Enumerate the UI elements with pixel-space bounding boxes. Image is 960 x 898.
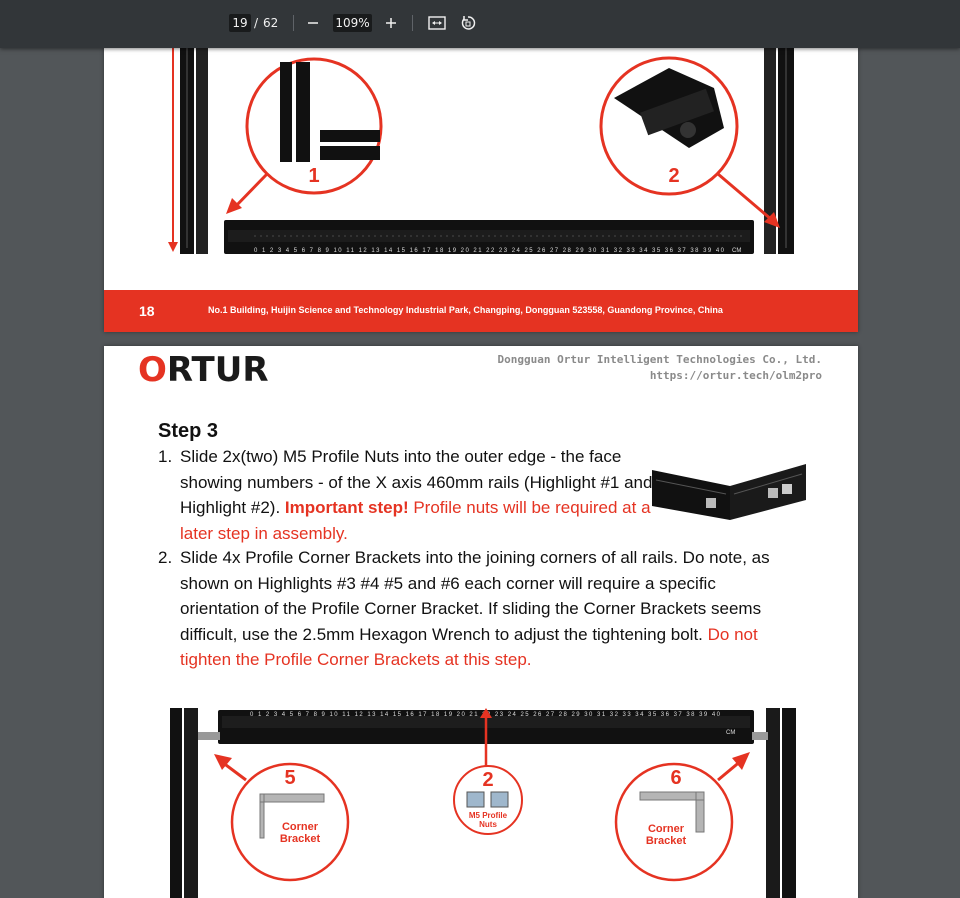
- footer-page-number: 18: [139, 303, 155, 319]
- callout-2-label: 2: [668, 165, 680, 187]
- company-name: Dongguan Ortur Intelligent Technologies Co., Ltd.: [497, 353, 822, 366]
- rotate-icon: [460, 15, 476, 31]
- ruler-unit: CM: [732, 248, 742, 254]
- page-total: 62: [263, 16, 279, 30]
- zoom-in-button[interactable]: [380, 12, 402, 34]
- page-separator: /: [254, 16, 259, 30]
- toolbar-divider: [412, 15, 413, 31]
- callout-2b-label-2: Nuts: [479, 820, 497, 829]
- diagram-ruler-unit: CM: [726, 730, 736, 736]
- zoom-out-button[interactable]: [302, 12, 324, 34]
- callout-5-label-1: Corner: [281, 821, 319, 833]
- important-step-label: Important step!: [284, 498, 409, 517]
- callout-1-label: 1: [308, 165, 320, 187]
- zoom-out-icon: [306, 16, 320, 30]
- frame-assembly-diagram: [164, 704, 804, 898]
- pdf-page-18: [104, 48, 858, 332]
- pdf-page-19: [104, 346, 858, 898]
- instruction-item-2: 2. Slide 4x Profile Corner Brackets into the joining corners of all rails. Do note, as shown on Highlights #3 #4 #5 and #6 each corner will require a specific orientation of the Profile Corner Bracket. If sliding the Corner Brackets seems difficult, use the 2.5mm Hexagon Wrench to adjust the tightening bolt. Do not tighten the Profile Corner Brackets at this step.: [158, 548, 770, 669]
- pdf-toolbar: [0, 0, 960, 48]
- page-footer: [104, 290, 858, 332]
- page-number-input[interactable]: 19: [229, 14, 251, 32]
- footer-address: No.1 Building, Huijin Science and Technology Industrial Park, Changping, Dongguan 523558, Guandong Province, China: [208, 305, 723, 315]
- step-title: Step 3: [158, 420, 219, 442]
- callout-2b-label-1: M5 Profile: [468, 811, 508, 820]
- zoom-level-input[interactable]: 109%: [333, 14, 372, 32]
- company-url: https://ortur.tech/olm2pro: [649, 369, 822, 382]
- callout-5-number: 5: [284, 767, 296, 789]
- page18-diagram: [104, 48, 858, 290]
- toolbar-divider: [293, 15, 294, 31]
- callout-6-label-2: Bracket: [645, 835, 687, 847]
- zoom-in-icon: [384, 16, 398, 30]
- callout-2b-number: 2: [482, 769, 494, 791]
- profile-nut-photo: [650, 458, 808, 524]
- company-header: [497, 352, 822, 384]
- fit-page-icon: [428, 16, 446, 30]
- callout-6-number: 6: [670, 767, 682, 789]
- ortur-logo: ORTUR: [138, 350, 269, 390]
- rotate-button[interactable]: [457, 12, 479, 34]
- diagram-ruler-numbers: 0 1 2 3 4 5 6 7 8 9 10 11 12 13 14 15 16 17 18 19 20 21 23 24 25 26 27 28 29 30 31 32 33 34 35 36 37 38 39 40: [250, 712, 721, 718]
- callout-6-label-1: Corner: [647, 823, 685, 835]
- ruler-numbers: 0 1 2 3 4 5 6 7 8 9 10 11 12 13 14 15 16 17 18 19 20 21 22 23 24 25 26 27 28 29 30 31 32 33 34 35 36 37 38 39 40: [254, 248, 725, 254]
- fit-page-button[interactable]: [426, 12, 448, 34]
- instruction-item-1: 1. Slide 2x(two) M5 Profile Nuts into the outer edge - the face showing numbers - of the X axis 460mm rails (Highlight #1 and Highlight #2). Important step! Profile nuts will be required at a later step in assembly.: [158, 447, 653, 543]
- callout-5-label-2: Bracket: [279, 833, 321, 845]
